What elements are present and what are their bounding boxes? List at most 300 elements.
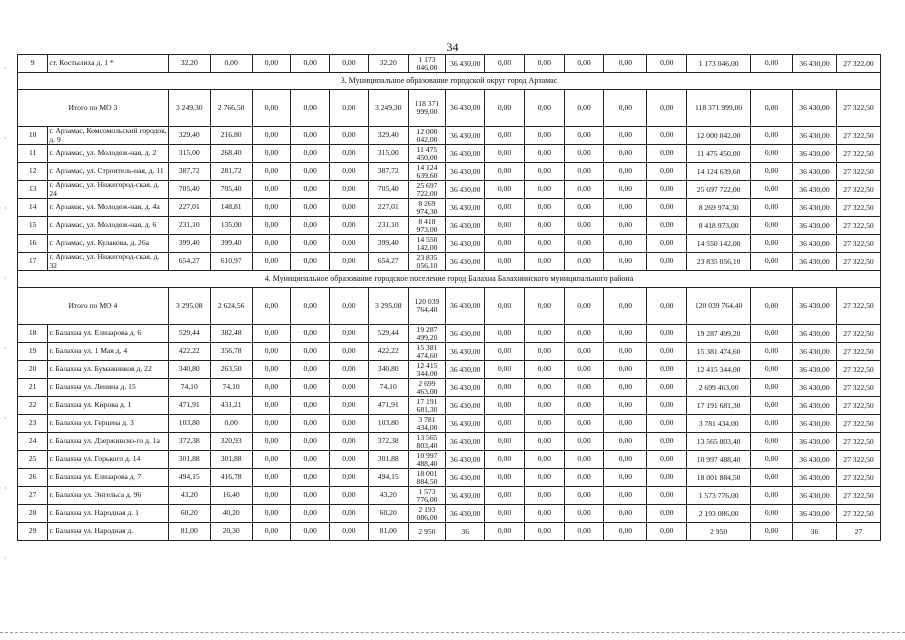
table-cell: 0,00	[647, 199, 687, 217]
table-cell: 0,00	[330, 90, 369, 127]
section-title: 3. Муниципальное образование городской округ город Арзамас	[18, 73, 881, 90]
subtotal-label: Итого по МО 3	[18, 90, 169, 127]
table-cell: 0,00	[210, 55, 252, 73]
table-cell: 0,00	[564, 451, 604, 469]
table-cell: 0,00	[291, 397, 330, 415]
table-cell: 2 193 086,00	[408, 505, 446, 523]
table-cell: 0,00	[252, 253, 291, 271]
table-cell: 0,00	[330, 433, 369, 451]
table-cell: 0,00	[330, 487, 369, 505]
table-cell: 0,00	[647, 469, 687, 487]
table-cell: 0,00	[564, 415, 604, 433]
table-cell: 36 430,00	[446, 55, 485, 73]
table-cell: 36 430,00	[446, 127, 485, 145]
table-cell: 0,00	[647, 379, 687, 397]
table-cell: 0,00	[330, 415, 369, 433]
table-cell: 0,00	[751, 145, 793, 163]
table-cell: 27 322,50	[836, 397, 880, 415]
table-cell: 27 322,50	[836, 217, 880, 235]
table-cell: 654,27	[368, 253, 408, 271]
table-cell: 0,00	[252, 145, 291, 163]
table-cell: 120 039 764,40	[408, 288, 446, 325]
table-cell: 60,20	[168, 505, 210, 523]
table-row	[18, 145, 881, 163]
table-cell: 36 430,00	[446, 145, 485, 163]
table-cell: 60,20	[368, 505, 408, 523]
table-cell: 0,00	[252, 55, 291, 73]
table-cell: 0,00	[604, 487, 647, 505]
table-cell: 0,00	[252, 163, 291, 181]
table-cell: 14 550 142,00	[408, 235, 446, 253]
table-row	[18, 127, 881, 145]
table-cell: 471,91	[368, 397, 408, 415]
table-cell: 705,40	[168, 181, 210, 199]
table-cell: 0,00	[524, 217, 564, 235]
table-cell: 0,00	[751, 325, 793, 343]
table-cell: 74,10	[168, 379, 210, 397]
address-cell: г. Балахна ул. Народная д. 1	[48, 505, 168, 523]
table-cell: 36 430,00	[446, 451, 485, 469]
table-cell: 0,00	[330, 253, 369, 271]
table-cell: 0,00	[330, 288, 369, 325]
table-cell: 27 322,50	[836, 343, 880, 361]
table-cell: 36 430,00	[792, 181, 836, 199]
table-cell: 0,00	[524, 127, 564, 145]
table-cell: 3 249,30	[168, 90, 210, 127]
table-cell: 0,00	[524, 343, 564, 361]
table-cell: 0,00	[564, 288, 604, 325]
table-row	[18, 163, 881, 181]
table-cell: 0,00	[485, 199, 525, 217]
table-cell: 8 418 973,00	[408, 217, 446, 235]
table-cell: 2 950	[687, 523, 751, 541]
table-cell: 12 000 042,00	[687, 127, 751, 145]
table-cell: 0,00	[564, 523, 604, 541]
table-row	[18, 253, 881, 271]
table-cell: 23 835 056,10	[408, 253, 446, 271]
table-cell: 0,00	[330, 343, 369, 361]
table-cell: 0,00	[524, 361, 564, 379]
table-cell: 0,00	[751, 469, 793, 487]
table-cell: 27 322,50	[836, 199, 880, 217]
table-cell: 315,00	[168, 145, 210, 163]
table-cell: 0,00	[564, 379, 604, 397]
table-cell: 227,01	[368, 199, 408, 217]
table-cell: 3 295,08	[168, 288, 210, 325]
table-cell: 0,00	[252, 433, 291, 451]
address-cell: г. Арзамас, ул. Молодеж-ная, д. 4а	[48, 199, 168, 217]
address-cell: г. Арзамас, Комсомольский городок, д. 9	[49, 126, 167, 144]
table-cell: 0,00	[330, 55, 369, 73]
table-cell: 0,00	[647, 288, 687, 325]
table-cell: 0,00	[485, 181, 525, 199]
table-cell: 0,00	[330, 199, 369, 217]
table-cell: 387,72	[368, 163, 408, 181]
table-cell: 1 173 046,00	[408, 55, 446, 73]
row-number-cell: 27	[18, 487, 48, 505]
table-cell: 0,00	[252, 235, 291, 253]
table-cell: 0,00	[291, 415, 330, 433]
table-cell: 0,00	[647, 127, 687, 145]
section-title: 4. Муниципальное образование городское поселение город Балахна Балахнинского муниципального района	[18, 271, 881, 288]
table-cell: 8 269 974,30	[687, 199, 751, 217]
row-number-cell: 19	[18, 343, 48, 361]
table-cell: 0,00	[647, 235, 687, 253]
subtotal-row	[18, 288, 881, 325]
table-cell: 36 430,00	[792, 505, 836, 523]
table-cell: 1 173 046,00	[687, 55, 751, 73]
table-cell: 0,00	[485, 343, 525, 361]
table-cell: 36 430,00	[446, 379, 485, 397]
table-cell: 0,00	[647, 90, 687, 127]
table-cell: 36 430,00	[446, 217, 485, 235]
table-cell: 0,00	[330, 469, 369, 487]
table-cell: 0,00	[751, 379, 793, 397]
table-cell: 43,20	[168, 487, 210, 505]
table-cell: 329,40	[168, 127, 210, 145]
table-cell: 0,00	[291, 55, 330, 73]
table-cell: 10 997 488,40	[408, 451, 446, 469]
table-cell: 135,00	[210, 217, 252, 235]
table-cell: 0,00	[564, 235, 604, 253]
table-cell: 27 322,50	[836, 127, 880, 145]
table-cell: 1 573 776,00	[408, 487, 446, 505]
table-cell: 0,00	[330, 127, 369, 145]
address-cell: г. Арзамас, ул. Кулакова, д. 26а	[48, 235, 168, 253]
table-cell: 0,00	[524, 288, 564, 325]
table-cell: 0,00	[604, 415, 647, 433]
table-cell: 0,00	[524, 451, 564, 469]
table-cell: 0,00	[564, 181, 604, 199]
table-cell: 0,00	[524, 433, 564, 451]
table-cell: 32,20	[368, 55, 408, 73]
table-cell: 27 322,50	[836, 361, 880, 379]
row-number-cell: 14	[18, 199, 48, 217]
table-cell: 0,00	[330, 235, 369, 253]
table-cell: 0,00	[291, 325, 330, 343]
table-cell: 0,00	[604, 288, 647, 325]
table-cell: 12 415 344,00	[687, 361, 751, 379]
table-cell: 227,01	[168, 199, 210, 217]
table-cell: 0,00	[604, 325, 647, 343]
table-cell: 0,00	[485, 505, 525, 523]
table-cell: 2 766,50	[210, 90, 252, 127]
table-cell: 0,00	[564, 397, 604, 415]
table-cell: 0,00	[647, 325, 687, 343]
page-number: 34	[446, 40, 459, 54]
table-cell: 0,00	[564, 253, 604, 271]
table-cell: 0,00	[564, 55, 604, 73]
table-cell: 36 430,00	[446, 397, 485, 415]
table-cell: 0,00	[485, 90, 525, 127]
table-cell: 387,72	[168, 163, 210, 181]
table-cell: 17 191 681,30	[687, 397, 751, 415]
table-cell: 27 322,50	[836, 253, 880, 271]
table-cell: 0,00	[291, 433, 330, 451]
table-cell: 74,10	[368, 379, 408, 397]
table-cell: 0,00	[564, 343, 604, 361]
row-number-cell: 23	[18, 415, 48, 433]
table-row	[18, 343, 881, 361]
table-cell: 0,00	[751, 505, 793, 523]
table-cell: 0,00	[604, 217, 647, 235]
table-cell: 0,00	[751, 217, 793, 235]
table-cell: 0,00	[291, 90, 330, 127]
address-cell: г. Балахна ул. Герцена д. 3	[48, 415, 168, 433]
table-cell: 372,38	[368, 433, 408, 451]
table-cell: 0,00	[291, 487, 330, 505]
table-cell: 36 430,00	[446, 253, 485, 271]
table-cell: 0,00	[564, 433, 604, 451]
table-cell: 0,00	[252, 343, 291, 361]
table-cell: 0,00	[291, 253, 330, 271]
table-cell: 0,00	[751, 433, 793, 451]
table-cell: 36	[792, 523, 836, 541]
row-number-cell: 21	[18, 379, 48, 397]
table-cell: 0,00	[751, 90, 793, 127]
table-cell: 0,00	[564, 487, 604, 505]
table-row	[18, 433, 881, 451]
row-number-cell: 20	[18, 361, 48, 379]
table-cell: 2 699 463,00	[687, 379, 751, 397]
table-cell: 0,00	[485, 145, 525, 163]
table-cell: 0,00	[291, 181, 330, 199]
address-cell: ст. Костылиха д. 1 *	[48, 55, 168, 73]
table-cell: 0,00	[647, 451, 687, 469]
table-cell: 11 475 450,00	[408, 145, 446, 163]
table-cell: 0,00	[252, 288, 291, 325]
table-cell: 2 624,56	[210, 288, 252, 325]
table-cell: 0,00	[291, 199, 330, 217]
table-cell: 36 430,00	[446, 181, 485, 199]
table-cell: 27 322,50	[836, 487, 880, 505]
row-number-cell: 28	[18, 505, 48, 523]
table-cell: 36 430,00	[792, 217, 836, 235]
table-cell: 340,80	[168, 361, 210, 379]
table-cell: 0,00	[647, 415, 687, 433]
table-cell: 14 124 639,60	[687, 163, 751, 181]
table-cell: 0,00	[647, 361, 687, 379]
table-cell: 0,00	[252, 415, 291, 433]
table-cell: 36 430,00	[446, 433, 485, 451]
table-cell: 17 191 681,30	[408, 397, 446, 415]
table-cell: 148,81	[210, 199, 252, 217]
table-cell: 103,80	[368, 415, 408, 433]
table-cell: 40,20	[210, 505, 252, 523]
row-number-cell: 26	[18, 469, 48, 487]
table-cell: 0,00	[751, 523, 793, 541]
row-number-cell: 13	[18, 181, 48, 199]
table-cell: 0,00	[751, 415, 793, 433]
table-cell: 0,00	[751, 253, 793, 271]
address-cell: г. Арзамас, ул. Молодеж-ная, д. 6	[48, 217, 168, 235]
table-cell: 529,44	[368, 325, 408, 343]
row-number-cell: 11	[18, 145, 48, 163]
table-cell: 0,00	[604, 505, 647, 523]
table-cell: 0,00	[604, 397, 647, 415]
table-cell: 231,10	[368, 217, 408, 235]
table-cell: 0,00	[524, 487, 564, 505]
table-cell: 0,00	[524, 235, 564, 253]
table-cell: 0,00	[524, 505, 564, 523]
table-cell: 36 430,00	[446, 343, 485, 361]
table-cell: 422,22	[168, 343, 210, 361]
table-row	[18, 523, 881, 541]
table-cell: 0,00	[291, 361, 330, 379]
table-cell: 0,00	[330, 325, 369, 343]
table-row	[18, 451, 881, 469]
table-cell: 372,38	[168, 433, 210, 451]
table-cell: 705,40	[368, 181, 408, 199]
table-cell: 0,00	[485, 325, 525, 343]
table-cell: 301,88	[368, 451, 408, 469]
table-cell: 0,00	[252, 379, 291, 397]
table-cell: 422,22	[368, 343, 408, 361]
table-cell: 36 430,00	[792, 90, 836, 127]
table-cell: 81,00	[168, 523, 210, 541]
table-cell: 36 430,00	[446, 90, 485, 127]
table-cell: 36 430,00	[446, 361, 485, 379]
table-cell: 0,00	[647, 523, 687, 541]
table-cell: 25 697 722,00	[687, 181, 751, 199]
table-cell: 0,00	[604, 343, 647, 361]
table-cell: 231,10	[168, 217, 210, 235]
table-cell: 0,00	[330, 163, 369, 181]
table-cell: 36	[446, 523, 485, 541]
table-cell: 36 430,00	[446, 469, 485, 487]
table-cell: 0,00	[330, 523, 369, 541]
table-cell: 0,00	[252, 181, 291, 199]
table-cell: 0,00	[524, 181, 564, 199]
table-cell: 0,00	[524, 253, 564, 271]
table-cell: 0,00	[485, 127, 525, 145]
page-bottom-rule	[0, 632, 905, 633]
row-number-cell: 12	[18, 163, 48, 181]
table-cell: 0,00	[524, 523, 564, 541]
table-cell: 18 001 884,50	[408, 469, 446, 487]
table-cell: 0,00	[330, 217, 369, 235]
table-cell: 0,00	[485, 397, 525, 415]
table-cell: 27 322,50	[836, 163, 880, 181]
table-cell: 0,00	[647, 343, 687, 361]
table-cell: 471,91	[168, 397, 210, 415]
address-cell: г. Арзамас, ул. Нижегород-ская, д. 32	[48, 253, 168, 271]
table-row	[18, 397, 881, 415]
table-cell: 0,00	[647, 487, 687, 505]
table-cell: 0,00	[330, 181, 369, 199]
table-cell: 0,00	[751, 487, 793, 505]
table-cell: 494,15	[168, 469, 210, 487]
table-cell: 0,00	[564, 361, 604, 379]
table-cell: 0,00	[252, 523, 291, 541]
table-cell: 0,00	[647, 397, 687, 415]
table-cell: 0,00	[291, 523, 330, 541]
address-cell: г. Балахна ул. Кирова д. 1	[48, 397, 168, 415]
table-cell: 356,78	[210, 343, 252, 361]
table-cell: 0,00	[751, 55, 793, 73]
table-cell: 0,00	[252, 505, 291, 523]
row-number-cell: 22	[18, 397, 48, 415]
table-cell: 0,00	[604, 361, 647, 379]
table-cell: 0,00	[485, 288, 525, 325]
table-cell: 494,15	[368, 469, 408, 487]
table-cell: 340,80	[368, 361, 408, 379]
table-cell: 0,00	[291, 163, 330, 181]
table-cell: 14 124 639,60	[408, 163, 446, 181]
table-cell: 0,00	[604, 55, 647, 73]
table-cell: 27 322,50	[836, 505, 880, 523]
table-cell: 118 371 999,00	[408, 90, 446, 127]
row-number-cell: 17	[18, 253, 48, 271]
table-cell: 1 573 776,00	[687, 487, 751, 505]
table-cell: 0,00	[564, 217, 604, 235]
table-cell: 36 430,00	[446, 505, 485, 523]
table-cell: 0,00	[485, 433, 525, 451]
table-cell: 74,10	[210, 379, 252, 397]
table-cell: 10 997 488,40	[687, 451, 751, 469]
row-number-cell: 25	[18, 451, 48, 469]
row-number-cell: 10	[18, 127, 48, 145]
table-row	[18, 469, 881, 487]
section-header-row	[18, 73, 881, 90]
table-cell: 705,40	[210, 181, 252, 199]
table-cell: 416,78	[210, 469, 252, 487]
table-cell: 0,00	[751, 127, 793, 145]
table-cell: 36 430,00	[792, 343, 836, 361]
table-cell: 27 322,50	[836, 235, 880, 253]
table-cell: 0,00	[524, 397, 564, 415]
table-cell: 27 322,00	[836, 55, 880, 73]
table-cell: 0,00	[291, 505, 330, 523]
table-cell: 0,00	[252, 487, 291, 505]
table-cell: 0,00	[751, 361, 793, 379]
table-cell: 3 249,30	[368, 90, 408, 127]
table-cell: 0,00	[751, 451, 793, 469]
table-cell: 27 322,50	[836, 415, 880, 433]
table-cell: 0,00	[604, 523, 647, 541]
table-cell: 15 381 474,60	[687, 343, 751, 361]
table-cell: 36 430,00	[792, 127, 836, 145]
scan-margin-marks: · · · · · · · ·	[4, 64, 7, 563]
table-cell: 0,00	[647, 145, 687, 163]
row-number-cell: 24	[18, 433, 48, 451]
table-cell: 0,00	[252, 217, 291, 235]
table-cell: 0,00	[604, 253, 647, 271]
table-cell: 20,30	[210, 523, 252, 541]
table-cell: 13 565 803,40	[687, 433, 751, 451]
row-number-cell: 9	[18, 55, 48, 73]
table-cell: 0,00	[751, 397, 793, 415]
table-cell: 36 430,00	[446, 487, 485, 505]
table-cell: 0,00	[485, 415, 525, 433]
table-cell: 3 295,08	[368, 288, 408, 325]
table-cell: 0,00	[524, 90, 564, 127]
table-cell: 0,00	[647, 163, 687, 181]
table-cell: 36 430,00	[792, 415, 836, 433]
table-cell: 0,00	[524, 469, 564, 487]
table-cell: 0,00	[485, 253, 525, 271]
table-cell: 3 781 434,00	[687, 415, 751, 433]
table-cell: 0,00	[291, 145, 330, 163]
table-cell: 0,00	[252, 127, 291, 145]
address-cell: г. Балахна ул. Народная д.	[48, 523, 168, 541]
table-cell: 118 371 999,00	[687, 90, 751, 127]
table-cell: 13 565 803,40	[408, 433, 446, 451]
table-cell: 654,27	[168, 253, 210, 271]
table-cell: 0,00	[485, 361, 525, 379]
table-cell: 0,00	[604, 379, 647, 397]
table-cell: 36 430,00	[792, 163, 836, 181]
